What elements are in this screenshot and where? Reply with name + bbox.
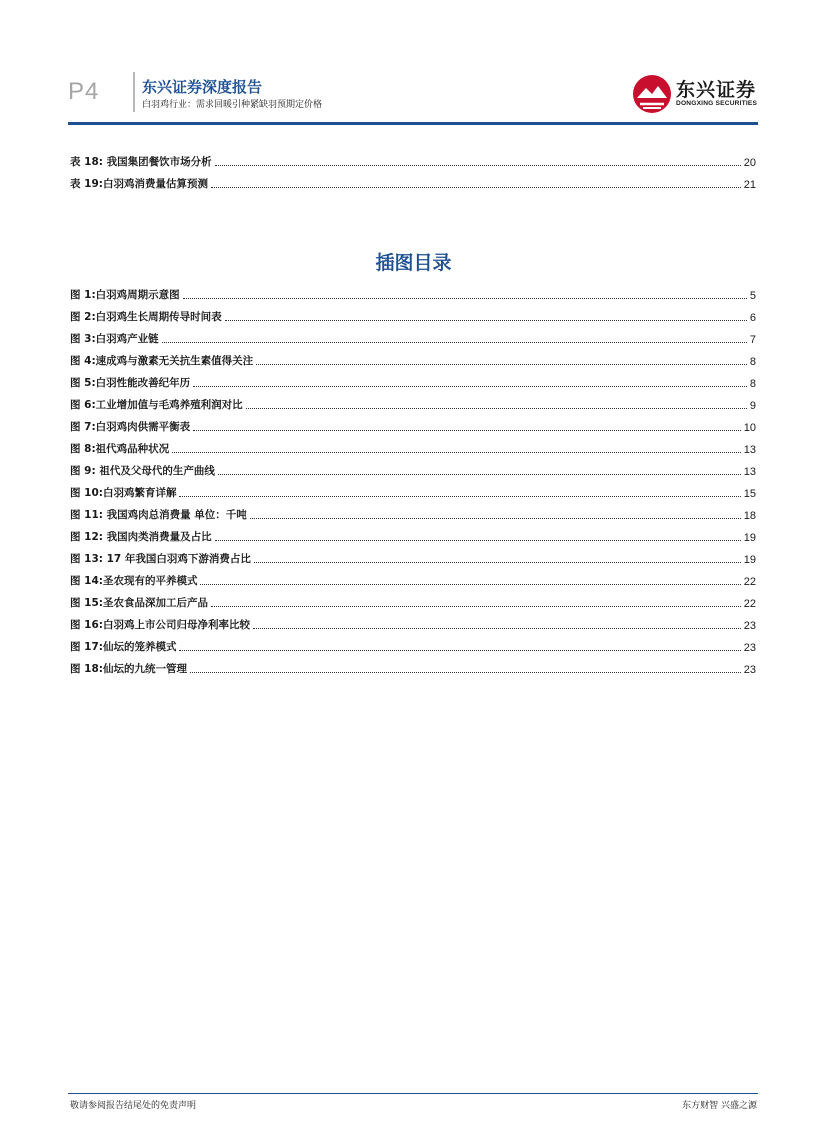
company-logo [632,73,762,115]
toc-label: 表 18: 我国集团餐饮市场分析 [70,156,212,168]
toc-label: 图 7:白羽鸡肉供需平衡表 [70,421,191,433]
toc-page: 21 [743,179,756,191]
toc-page: 15 [743,488,756,500]
report-title: 东兴证券深度报告 [142,78,263,96]
toc-label: 图 8:祖代鸡品种状况 [70,443,170,455]
figure-list-heading: 插图目录 [375,252,452,274]
toc-page: 22 [743,598,756,610]
toc-page: 8 [749,378,756,390]
toc-figure-entry[interactable] [70,394,756,412]
toc-page: 18 [743,510,756,522]
toc-label: 图 9: 祖代及父母代的生产曲线 [70,465,215,477]
toc-label: 图 1:白羽鸡周期示意图 [70,289,180,301]
toc-label: 表 19:白羽鸡消费量估算预测 [70,178,208,190]
leader-dots [246,408,747,409]
toc-page: 6 [749,312,756,324]
leader-dots [162,342,747,343]
toc-figure-entry[interactable] [70,350,756,368]
toc-label: 图 12: 我国肉类消费量及占比 [70,531,212,543]
toc-label: 图 11: 我国鸡肉总消费量 单位：千吨 [70,509,247,521]
toc-label: 图 16:白羽鸡上市公司归母净利率比较 [70,619,250,631]
toc-figure-entry[interactable] [70,636,756,654]
leader-dots [253,628,741,629]
toc-page: 22 [743,576,756,588]
toc-page: 23 [743,664,756,676]
toc-page: 10 [743,422,756,434]
toc-figure-entry[interactable] [70,416,756,434]
report-subtitle: 白羽鸡行业：需求回暖引种紧缺羽预期定价格 [142,100,323,110]
toc-label: 图 3:白羽鸡产业链 [70,333,159,345]
toc-figure-entry[interactable] [70,482,756,500]
toc-page: 23 [743,642,756,654]
toc-figure-entry[interactable] [70,460,756,478]
toc-figure-entry[interactable] [70,526,756,544]
footer-rule [68,1093,758,1094]
leader-dots [211,606,741,607]
toc-figure-entry[interactable] [70,548,756,566]
disclaimer-note: 敬请参阅报告结尾处的免责声明 [70,1101,197,1111]
logo-text-cn: 东兴证券 [676,79,757,101]
header-rule [68,122,758,125]
toc-figure-entry[interactable] [70,592,756,610]
toc-page: 20 [743,157,756,169]
leader-dots [215,165,741,166]
toc-label: 图 13: 17 年我国白羽鸡下游消费占比 [70,553,251,565]
toc-label: 图 14:圣农现有的平养模式 [70,575,198,587]
toc-figure-entry[interactable] [70,504,756,522]
leader-dots [218,474,741,475]
toc-page: 8 [749,356,756,368]
page-number: P4 [68,78,100,105]
toc-page: 13 [743,444,756,456]
toc-label: 图 5:白羽性能改善纪年历 [70,377,191,389]
toc-page: 19 [743,554,756,566]
leader-dots [190,672,741,673]
toc-figure-entry[interactable] [70,328,756,346]
toc-table-entry[interactable] [70,151,756,169]
toc-label: 图 18:仙坛的九统一管理 [70,663,187,675]
toc-page: 19 [743,532,756,544]
toc-figure-entry[interactable] [70,570,756,588]
leader-dots [254,562,741,563]
logo-text-en: DONGXING SECURITIES [676,100,758,107]
toc-figure-entry[interactable] [70,372,756,390]
leader-dots [256,364,747,365]
toc-figure-entry[interactable] [70,306,756,324]
toc-label: 图 10:白羽鸡繁育详解 [70,487,177,499]
leader-dots [179,496,740,497]
toc-page: 9 [749,400,756,412]
toc-figure-entry[interactable] [70,614,756,632]
toc-table-entry[interactable] [70,173,756,191]
toc-page: 7 [749,334,756,346]
leader-dots [225,320,747,321]
leader-dots [200,584,740,585]
toc-label: 图 4:速成鸡与激素无关抗生素值得关注 [70,355,254,367]
toc-label: 图 17:仙坛的笼养模式 [70,641,177,653]
toc-figure-entry[interactable] [70,658,756,676]
toc-figure-entry[interactable] [70,438,756,456]
leader-dots [193,386,747,387]
toc-figure-entry[interactable] [70,284,756,302]
leader-dots [250,518,741,519]
leader-dots [172,452,741,453]
header-divider [133,72,135,112]
toc-label: 图 6:工业增加值与毛鸡养殖利润对比 [70,399,243,411]
toc-label: 图 15:圣农食品深加工后产品 [70,597,208,609]
leader-dots [211,187,741,188]
leader-dots [193,430,741,431]
toc-page: 13 [743,466,756,478]
toc-page: 5 [749,290,756,302]
leader-dots [179,650,740,651]
toc-page: 23 [743,620,756,632]
footer-slogan: 东方财智 兴盛之源 [682,1101,757,1111]
leader-dots [183,298,747,299]
logo-mark-icon [632,74,672,114]
toc-label: 图 2:白羽鸡生长周期传导时间表 [70,311,222,323]
leader-dots [215,540,741,541]
